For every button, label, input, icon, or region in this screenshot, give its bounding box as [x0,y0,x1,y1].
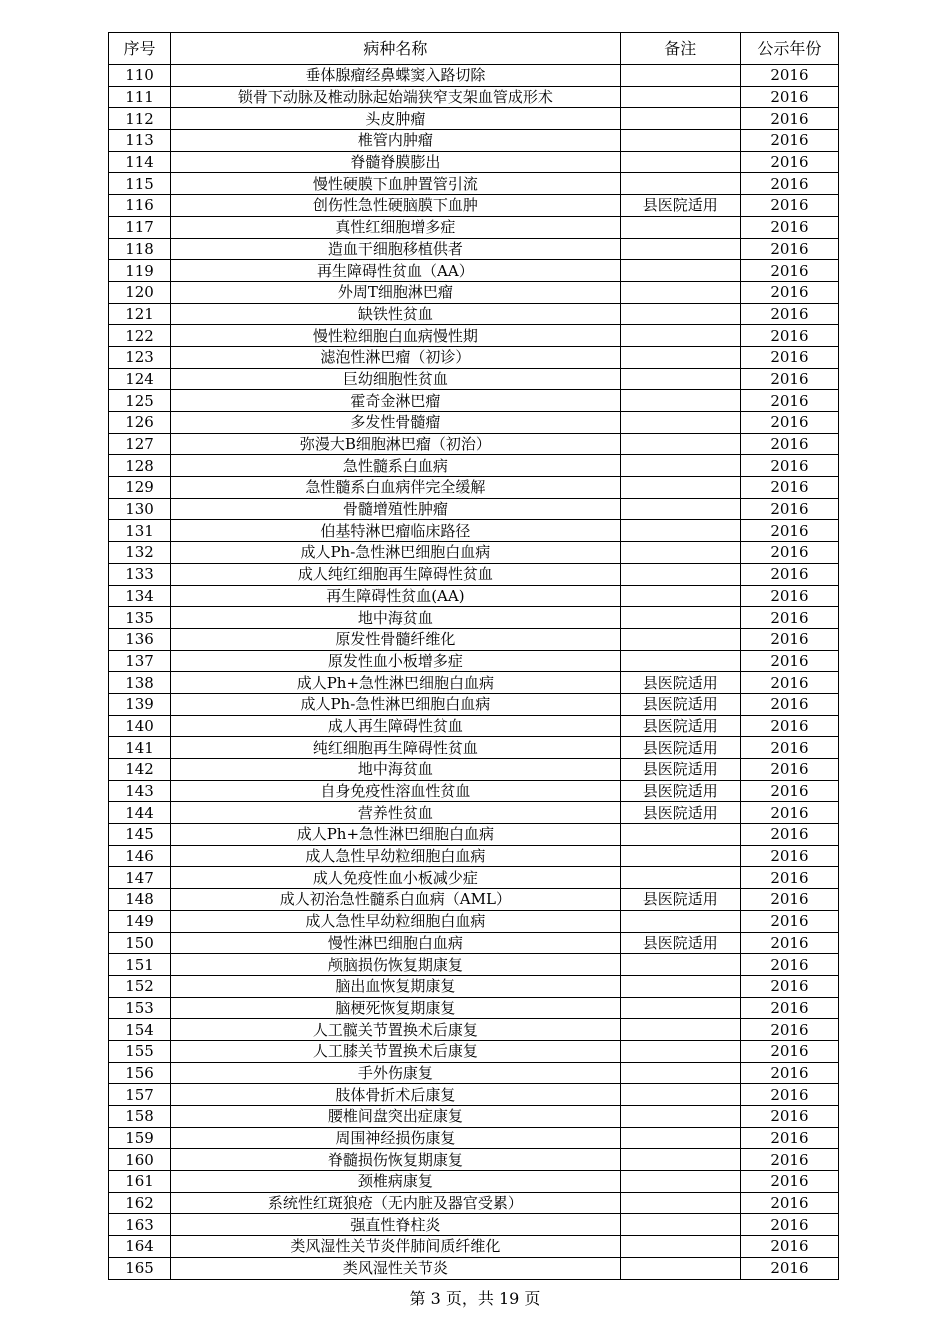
cell-remarks [620,498,740,520]
cell-remarks [620,346,740,368]
cell-publish-year: 2016 [740,975,838,997]
cell-disease-name: 脑出血恢复期康复 [171,975,621,997]
cell-serial-number: 128 [109,455,171,477]
cell-remarks [620,975,740,997]
cell-disease-name: 强直性脊柱炎 [171,1214,621,1236]
table-row [109,455,839,477]
cell-publish-year: 2016 [740,650,838,672]
cell-remarks [620,954,740,976]
cell-serial-number: 121 [109,303,171,325]
cell-disease-name: 人工膝关节置换术后康复 [171,1040,621,1062]
cell-publish-year: 2016 [740,780,838,802]
cell-remarks [620,824,740,846]
cell-disease-name: 缺铁性贫血 [171,303,621,325]
table-row [109,824,839,846]
table-row [109,1171,839,1193]
table-row [109,303,839,325]
table-body [109,65,839,1280]
table-row [109,238,839,260]
table-row [109,216,839,238]
cell-remarks [620,238,740,260]
cell-serial-number: 118 [109,238,171,260]
cell-remarks [620,173,740,195]
cell-disease-name: 垂体腺瘤经鼻蝶窦入路切除 [171,65,621,87]
cell-disease-name: 慢性淋巴细胞白血病 [171,932,621,954]
cell-disease-name: 巨幼细胞性贫血 [171,368,621,390]
table-row [109,260,839,282]
cell-remarks [620,1127,740,1149]
cell-remarks [620,1171,740,1193]
cell-disease-name: 成人纯红细胞再生障碍性贫血 [171,563,621,585]
table-row [109,1214,839,1236]
cell-serial-number: 130 [109,498,171,520]
cell-disease-name: 伯基特淋巴瘤临床路径 [171,520,621,542]
cell-remarks [620,1257,740,1279]
table-row [109,1019,839,1041]
cell-disease-name: 原发性血小板增多症 [171,650,621,672]
table-row [109,672,839,694]
cell-remarks [620,607,740,629]
table-row [109,325,839,347]
cell-disease-name: 再生障碍性贫血(AA) [171,585,621,607]
table-row [109,889,839,911]
cell-publish-year: 2016 [740,845,838,867]
table-row [109,65,839,87]
cell-serial-number: 116 [109,195,171,217]
cell-remarks [620,130,740,152]
cell-serial-number: 157 [109,1084,171,1106]
cell-publish-year: 2016 [740,1127,838,1149]
cell-remarks [620,433,740,455]
cell-disease-name: 系统性红斑狼疮（无内脏及器官受累） [171,1192,621,1214]
cell-serial-number: 114 [109,151,171,173]
cell-publish-year: 2016 [740,281,838,303]
cell-publish-year: 2016 [740,1171,838,1193]
cell-publish-year: 2016 [740,346,838,368]
cell-publish-year: 2016 [740,151,838,173]
cell-publish-year: 2016 [740,1192,838,1214]
cell-remarks [620,997,740,1019]
cell-disease-name: 真性红细胞增多症 [171,216,621,238]
table-row [109,1106,839,1128]
cell-remarks [620,628,740,650]
cell-publish-year: 2016 [740,390,838,412]
table-header [109,33,839,65]
cell-serial-number: 149 [109,910,171,932]
table-row [109,1192,839,1214]
cell-remarks [620,585,740,607]
table-row [109,1236,839,1258]
cell-remarks [620,1062,740,1084]
table-row [109,1127,839,1149]
table-row [109,108,839,130]
cell-publish-year: 2016 [740,542,838,564]
table-row [109,867,839,889]
cell-disease-name: 成人免疫性血小板减少症 [171,867,621,889]
cell-serial-number: 122 [109,325,171,347]
cell-publish-year: 2016 [740,260,838,282]
cell-remarks [620,1192,740,1214]
table-row [109,195,839,217]
cell-publish-year: 2016 [740,1149,838,1171]
cell-remarks: 县医院适用 [620,889,740,911]
cell-serial-number: 162 [109,1192,171,1214]
cell-remarks: 县医院适用 [620,802,740,824]
cell-publish-year: 2016 [740,889,838,911]
cell-remarks: 县医院适用 [620,195,740,217]
cell-remarks [620,867,740,889]
cell-serial-number: 138 [109,672,171,694]
cell-disease-name: 弥漫大B细胞淋巴瘤（初治） [171,433,621,455]
cell-publish-year: 2016 [740,455,838,477]
cell-serial-number: 160 [109,1149,171,1171]
cell-publish-year: 2016 [740,563,838,585]
cell-remarks [620,86,740,108]
cell-disease-name: 成人再生障碍性贫血 [171,715,621,737]
cell-disease-name: 成人急性早幼粒细胞白血病 [171,845,621,867]
cell-remarks [620,1019,740,1041]
cell-disease-name: 类风湿性关节炎 [171,1257,621,1279]
table-row [109,1040,839,1062]
cell-publish-year: 2016 [740,867,838,889]
cell-disease-name: 自身免疫性溶血性贫血 [171,780,621,802]
cell-publish-year: 2016 [740,1062,838,1084]
table-row [109,802,839,824]
cell-serial-number: 147 [109,867,171,889]
cell-serial-number: 153 [109,997,171,1019]
cell-publish-year: 2016 [740,585,838,607]
cell-remarks [620,260,740,282]
cell-serial-number: 110 [109,65,171,87]
table-row [109,693,839,715]
cell-serial-number: 123 [109,346,171,368]
cell-remarks [620,520,740,542]
cell-publish-year: 2016 [740,65,838,87]
header-serial-number: 序号 [109,33,171,65]
cell-serial-number: 112 [109,108,171,130]
cell-disease-name: 慢性硬膜下血肿置管引流 [171,173,621,195]
cell-serial-number: 152 [109,975,171,997]
cell-disease-name: 手外伤康复 [171,1062,621,1084]
cell-publish-year: 2016 [740,997,838,1019]
cell-publish-year: 2016 [740,802,838,824]
cell-publish-year: 2016 [740,1084,838,1106]
cell-serial-number: 155 [109,1040,171,1062]
cell-serial-number: 164 [109,1236,171,1258]
cell-remarks [620,216,740,238]
cell-disease-name: 周围神经损伤康复 [171,1127,621,1149]
cell-disease-name: 腰椎间盘突出症康复 [171,1106,621,1128]
cell-serial-number: 165 [109,1257,171,1279]
cell-disease-name: 营养性贫血 [171,802,621,824]
cell-serial-number: 148 [109,889,171,911]
cell-serial-number: 134 [109,585,171,607]
cell-publish-year: 2016 [740,1106,838,1128]
table-row [109,1257,839,1279]
cell-publish-year: 2016 [740,173,838,195]
table-row [109,433,839,455]
disease-list-table [108,32,839,1280]
cell-publish-year: 2016 [740,1019,838,1041]
cell-publish-year: 2016 [740,910,838,932]
cell-serial-number: 158 [109,1106,171,1128]
cell-disease-name: 颈椎病康复 [171,1171,621,1193]
cell-disease-name: 创伤性急性硬脑膜下血肿 [171,195,621,217]
cell-remarks: 县医院适用 [620,693,740,715]
cell-publish-year: 2016 [740,520,838,542]
cell-disease-name: 骨髓增殖性肿瘤 [171,498,621,520]
cell-disease-name: 人工髋关节置换术后康复 [171,1019,621,1041]
cell-serial-number: 137 [109,650,171,672]
cell-publish-year: 2016 [740,412,838,434]
cell-serial-number: 159 [109,1127,171,1149]
cell-remarks [620,303,740,325]
cell-serial-number: 127 [109,433,171,455]
table-row [109,997,839,1019]
cell-publish-year: 2016 [740,759,838,781]
cell-publish-year: 2016 [740,216,838,238]
cell-disease-name: 成人Ph+急性淋巴细胞白血病 [171,824,621,846]
cell-remarks [620,151,740,173]
cell-serial-number: 132 [109,542,171,564]
table-row [109,650,839,672]
cell-remarks [620,1236,740,1258]
table-row [109,1084,839,1106]
cell-disease-name: 多发性骨髓瘤 [171,412,621,434]
cell-remarks [620,412,740,434]
table-row [109,954,839,976]
table-row [109,715,839,737]
cell-disease-name: 椎管内肿瘤 [171,130,621,152]
cell-remarks [620,108,740,130]
cell-disease-name: 地中海贫血 [171,759,621,781]
cell-serial-number: 139 [109,693,171,715]
cell-serial-number: 140 [109,715,171,737]
cell-disease-name: 类风湿性关节炎伴肺间质纤维化 [171,1236,621,1258]
table-row [109,975,839,997]
table-row [109,780,839,802]
table-row [109,1149,839,1171]
table-row [109,759,839,781]
table-row [109,173,839,195]
cell-publish-year: 2016 [740,715,838,737]
cell-disease-name: 再生障碍性贫血（AA） [171,260,621,282]
cell-remarks: 县医院适用 [620,737,740,759]
cell-disease-name: 成人Ph+急性淋巴细胞白血病 [171,672,621,694]
cell-serial-number: 161 [109,1171,171,1193]
cell-publish-year: 2016 [740,498,838,520]
cell-remarks: 县医院适用 [620,672,740,694]
cell-remarks [620,910,740,932]
cell-publish-year: 2016 [740,86,838,108]
cell-disease-name: 霍奇金淋巴瘤 [171,390,621,412]
cell-serial-number: 126 [109,412,171,434]
cell-serial-number: 129 [109,477,171,499]
header-remarks: 备注 [620,33,740,65]
cell-publish-year: 2016 [740,195,838,217]
cell-disease-name: 颅脑损伤恢复期康复 [171,954,621,976]
cell-remarks [620,1149,740,1171]
cell-remarks [620,563,740,585]
cell-publish-year: 2016 [740,693,838,715]
cell-publish-year: 2016 [740,325,838,347]
cell-disease-name: 造血干细胞移植供者 [171,238,621,260]
table-row [109,585,839,607]
table-row [109,737,839,759]
cell-disease-name: 脑梗死恢复期康复 [171,997,621,1019]
cell-publish-year: 2016 [740,433,838,455]
table-row [109,542,839,564]
table-row [109,628,839,650]
cell-disease-name: 原发性骨髓纤维化 [171,628,621,650]
cell-publish-year: 2016 [740,1257,838,1279]
cell-disease-name: 成人Ph-急性淋巴细胞白血病 [171,542,621,564]
cell-disease-name: 锁骨下动脉及椎动脉起始端狭窄支架血管成形术 [171,86,621,108]
table-row [109,368,839,390]
table-row [109,498,839,520]
cell-serial-number: 113 [109,130,171,152]
table-row [109,281,839,303]
header-publish-year: 公示年份 [740,33,838,65]
cell-serial-number: 141 [109,737,171,759]
cell-publish-year: 2016 [740,238,838,260]
cell-serial-number: 142 [109,759,171,781]
cell-disease-name: 肢体骨折术后康复 [171,1084,621,1106]
cell-serial-number: 146 [109,845,171,867]
cell-remarks [620,455,740,477]
cell-serial-number: 145 [109,824,171,846]
cell-publish-year: 2016 [740,932,838,954]
cell-remarks [620,1106,740,1128]
cell-publish-year: 2016 [740,954,838,976]
header-row [109,33,839,65]
cell-remarks [620,845,740,867]
cell-remarks [620,281,740,303]
table-row [109,346,839,368]
cell-remarks [620,1084,740,1106]
cell-publish-year: 2016 [740,1236,838,1258]
table-row [109,520,839,542]
cell-publish-year: 2016 [740,737,838,759]
table-row [109,477,839,499]
cell-disease-name: 脊髓损伤恢复期康复 [171,1149,621,1171]
cell-serial-number: 125 [109,390,171,412]
cell-serial-number: 156 [109,1062,171,1084]
table-row [109,563,839,585]
table-row [109,845,839,867]
cell-remarks [620,368,740,390]
cell-remarks: 县医院适用 [620,715,740,737]
cell-remarks [620,390,740,412]
cell-serial-number: 115 [109,173,171,195]
cell-publish-year: 2016 [740,824,838,846]
cell-remarks [620,65,740,87]
table-row [109,86,839,108]
cell-remarks [620,542,740,564]
cell-disease-name: 头皮肿瘤 [171,108,621,130]
cell-serial-number: 143 [109,780,171,802]
table-row [109,607,839,629]
cell-serial-number: 154 [109,1019,171,1041]
cell-disease-name: 成人初治急性髓系白血病（AML） [171,889,621,911]
cell-disease-name: 成人急性早幼粒细胞白血病 [171,910,621,932]
cell-serial-number: 117 [109,216,171,238]
cell-publish-year: 2016 [740,368,838,390]
cell-disease-name: 成人Ph-急性淋巴细胞白血病 [171,693,621,715]
cell-publish-year: 2016 [740,1040,838,1062]
cell-disease-name: 滤泡性淋巴瘤（初诊） [171,346,621,368]
cell-remarks [620,1040,740,1062]
cell-remarks: 县医院适用 [620,932,740,954]
page-footer: 第 3 页，共 19 页 [409,1289,541,1308]
table-row [109,412,839,434]
cell-publish-year: 2016 [740,108,838,130]
cell-remarks [620,1214,740,1236]
cell-serial-number: 151 [109,954,171,976]
cell-publish-year: 2016 [740,1214,838,1236]
cell-remarks: 县医院适用 [620,759,740,781]
cell-remarks [620,650,740,672]
cell-publish-year: 2016 [740,303,838,325]
table-row [109,910,839,932]
cell-serial-number: 120 [109,281,171,303]
cell-serial-number: 135 [109,607,171,629]
cell-disease-name: 慢性粒细胞白血病慢性期 [171,325,621,347]
cell-serial-number: 124 [109,368,171,390]
cell-disease-name: 急性髓系白血病 [171,455,621,477]
cell-publish-year: 2016 [740,607,838,629]
table-row [109,932,839,954]
table-row [109,1062,839,1084]
cell-serial-number: 119 [109,260,171,282]
cell-disease-name: 急性髓系白血病伴完全缓解 [171,477,621,499]
cell-publish-year: 2016 [740,477,838,499]
cell-disease-name: 纯红细胞再生障碍性贫血 [171,737,621,759]
cell-serial-number: 144 [109,802,171,824]
header-disease-name: 病种名称 [171,33,621,65]
cell-disease-name: 地中海贫血 [171,607,621,629]
cell-remarks [620,477,740,499]
cell-disease-name: 脊髓脊膜膨出 [171,151,621,173]
table-row [109,390,839,412]
cell-serial-number: 150 [109,932,171,954]
cell-publish-year: 2016 [740,672,838,694]
cell-serial-number: 163 [109,1214,171,1236]
cell-serial-number: 111 [109,86,171,108]
cell-publish-year: 2016 [740,628,838,650]
cell-publish-year: 2016 [740,130,838,152]
cell-remarks: 县医院适用 [620,780,740,802]
cell-disease-name: 外周T细胞淋巴瘤 [171,281,621,303]
cell-serial-number: 131 [109,520,171,542]
cell-serial-number: 133 [109,563,171,585]
table-row [109,151,839,173]
table-row [109,130,839,152]
cell-remarks [620,325,740,347]
cell-serial-number: 136 [109,628,171,650]
